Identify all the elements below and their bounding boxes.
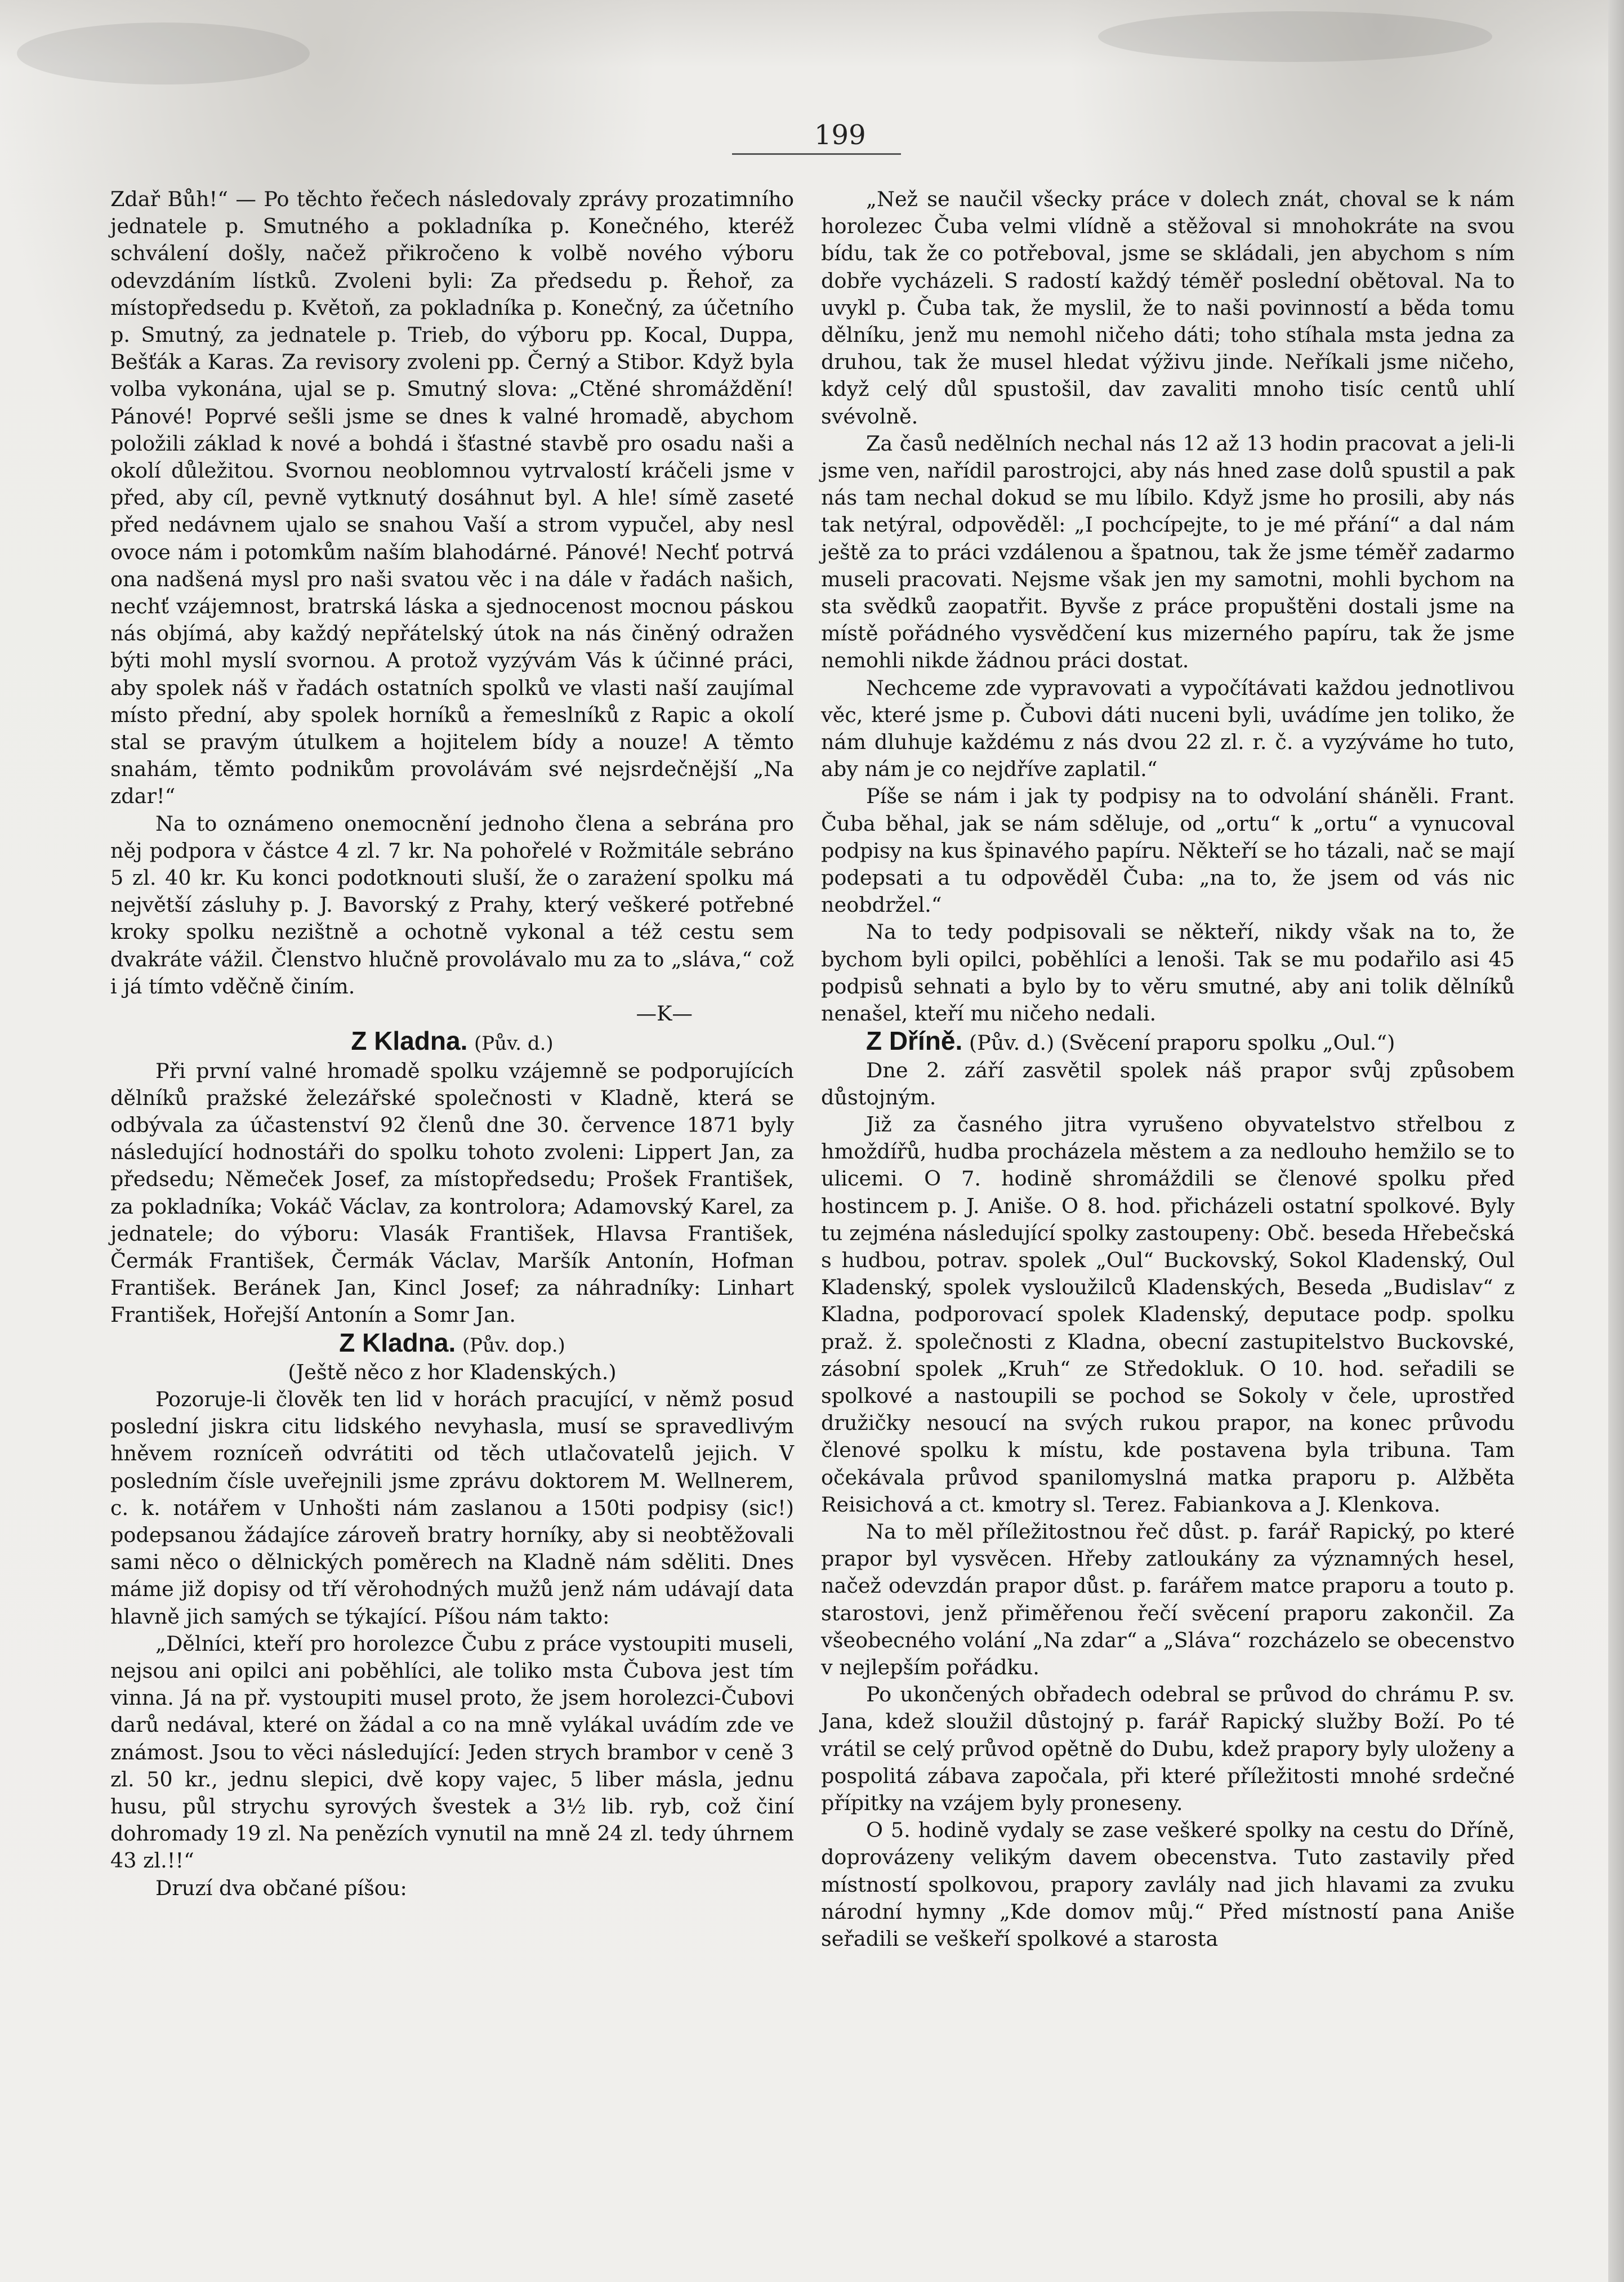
left-column	[110, 186, 794, 1902]
paragraph: Dne 2. září zasvětil spolek náš prapor svůj způsobem důstojným.	[821, 1058, 1515, 1109]
scan-smudge	[1098, 11, 1492, 62]
page-edge	[1608, 0, 1624, 2282]
paragraph: Za časů nedělních nechal nás 12 až 13 hodin pracovat a jeli-li jsme ven, nařídil parostrojci, aby nás hned zase dolů spustil a pak nás tam nechal dokud se mu líbilo. Když jsme ho prosili, aby nás tak netýral, odpověděl: „I pochcípejte, to je mé přání“ a dal nám ještě za to práci vzdálenou a špatnou, tak že jsme téměř zadarmo museli pracovati. Nejsme však jen my samotni, mohli bychom na sta svědků zaopatřit. Byvše z práce propuštěni dostali jsme na místě pořádného vysvědčení kus mizerného papíru, tak že jsme nemohli nikde žádnou práci dostat.	[821, 431, 1515, 673]
section-heading	[110, 1027, 794, 1057]
paragraph: Druzí dva občané píšou:	[155, 1875, 407, 1900]
paragraph: Na to oznámeno onemocnění jednoho člena a sebrána pro něj podpora v částce 4 zl. 7 kr. Na pohořelé v Rožmitále sebráno 5 zl. 40 kr. Ku konci podotknouti sluší, že o zarażení spolku má největší zásluhy p. J. Bavorský z Prahy, který veškeré potřebné kroky spolku nezištně a ochotně vykonal a též cestu sem dvakráte vážil. Členstvo hlučně provolávalo mu za to „sláva,“ což i já tímto vděčně činím.	[110, 811, 794, 999]
section-heading	[110, 1329, 794, 1359]
paragraph: Pozoruje-li člověk ten lid v horách pracující, v němž posud poslední jiskra citu lidského nevyhasla, musí se spravedlivým hněvem rozníceň odvrátiti od těch utlačovatelů jejich. V posledním čísle uveřejnili jsme zprávu doktorem M. Wellnerem, c. k. notářem v Unhošti nám zaslanou a 150ti podpisy (sic!) podepsanou žádajíce zároveň bratry horníky, aby si neobtěžovali sami něco o dělnických poměrech na Kladně nám sděliti. Dnes máme již dopisy od tří věrohodných mužů jenž nám udávají data hlavně jich samých se týkající. Píšou nám takto:	[110, 1387, 794, 1629]
heading-note: (Pův. dop.)	[462, 1334, 565, 1357]
paragraph: Na to tedy podpisovali se někteří, nikdy však na to, že bychom byli opilci, poběhlíci a lenoši. Tak se mu podařilo asi 45 podpisů sehnati a bylo by to věru smutné, aby ani tolik dělníků nenašel, kteří mu ničeho nedali.	[821, 920, 1515, 1026]
paragraph: „Než se naučil všecky práce v dolech znát, choval se k nám horolezec Čuba velmi vlídně a stěžoval si mnohokráte na svou bídu, tak že co potřeboval, jsme se skládali, jen abychom s ním dobře vycházeli. S radostí každý téměř poslední obětoval. Na to uvykl p. Čuba tak, že myslil, že to naši povinností a běda tomu dělníku, jenž mu nemohl ničeho dáti; toho stíhala msta jedna za druhou, tak že musel hledat výživu jinde. Neříkali jsme ničeho, když celý důl spustošil, dav zavaliti mnoho tisíc centů uhlí svévolně.	[821, 187, 1515, 429]
section-heading	[821, 1027, 1515, 1057]
paragraph: Zdař Bůh!“ — Po těchto řečech následovaly zprávy prozatimního jednatele p. Smutného a pokladníka p. Konečného, kteréž schválení došly, načež přikročeno k volbě nového výboru odevzdáním lístků. Zvoleni byli: Za předsedu p. Řehoř, za místopředsedu p. Květoň, za pokladníka p. Konečný, za účetního p. Smutný, za jednatele p. Trieb, do výboru pp. Kocal, Duppa, Bešťák a Karas. Za revisory zvoleni pp. Černý a Stibor. Když byla volba vykonána, ujal se p. Smutný slova: „Ctěné shromáždění! Pánové! Poprvé sešli jsme se dnes k valné hromadě, abychom položili základ k nové a bohdá i šťastné stavbě pro osadu naši a okolí důležitou. Svornou neoblomnou vytrvalostí kráčeli jsme v před, aby cíl, pevně vytknutý dosáhnut byl. A hle! símě zaseté před nedávnem ujalo se snahou Vaší a strom vypučel, aby nesl ovoce nám i potomkům naším blahodárné. Pánové! Nechť potrvá ona nadšená mysl pro naši svatou věc i na dále v řadách našich, nechť vzájemnost, bratrská láska a sjednocenost mocnou páskou nás objímá, aby každý nepřátelský útok na nás činěný odražen býti mohl myslí svornou. A protož vyzývám Vás k účinné práci, aby spolek náš v řadách ostatních spolků ve vlasti naší zaujímal místo přední, aby spolek horníků a řemeslníků z Rapic a okolí stal se pravým útulkem a hojitelem bídy a nouze! A těmto snahám, těmto podnikům provolávám své nejsrdečnější „Na zdar!“	[110, 187, 794, 809]
paragraph: Nechceme zde vypravovati a vypočítávati každou jednotlivou věc, které jsme p. Čubovi dáti nuceni byli, uvádíme jen toliko, že nám dluhuje každému z nás dvou 22 zl. r. č. a vyzýváme ho tuto, aby nám je co nejdříve zaplatil.“	[821, 675, 1515, 782]
paragraph: Po ukončených obřadech odebral se průvod do chrámu P. sv. Jana, kdež sloužil důstojný p. farář Rapický služby Boží. Po té vrátil se celý průvod opětně do Dubu, kdež prapory byly uloženy a pospolitá zábava započala, při které příležitosti mnohé srdečné přípitky na vzájem byly proneseny.	[821, 1682, 1515, 1815]
section-subheading: (Ještě něco z hor Kladenských.)	[288, 1360, 617, 1384]
paragraph: O 5. hodině vydaly se zase veškeré spolky na cestu do Dříně, doprovázeny velikým davem obecenstva. Tuto zastavily před místností spolkovou, prapory zavlály nad jich hlavami za zvuku národní hymny „Kde domov můj.“ Před místností pana Aniše seřadili se veškeří spolkové a starosta	[821, 1818, 1515, 1951]
signature: —K—	[636, 1001, 693, 1026]
header-rule	[732, 153, 901, 155]
scan-smudge	[17, 23, 310, 84]
heading-note: (Pův. d.)	[474, 1032, 554, 1055]
heading-note: (Pův. d.) (Svěcení praporu spolku „Oul.“)	[969, 1031, 1395, 1055]
paragraph: Na to měl příležitostnou řeč důst. p. farář Rapický, po které prapor byl vysvěcen. Hřeby zatloukány za významných hesel, načež odevzdán prapor důst. p. farářem matce praporu a touto p. starostovi, jenž přiměřenou řečí svěcení praporu zakončil. Za všeobecného volání „Na zdar“ a „Sláva“ rozcházelo se obecenstvo v nejlepším pořádku.	[821, 1519, 1515, 1679]
paragraph: Již za časného jitra vyrušeno obyvatelstvo střelbou z hmoždířů, hudba procházela městem a za nedlouho hemžilo se to ulicemi. O 7. hodině shromáždili se členové spolku před hostincem p. J. Aniše. O 8. hod. přicházeli ostatní spolkové. Byly tu zejména následující spolky zastoupeny: Obč. beseda Hřebečská s hudbou, potrav. spolek „Oul“ Buckovský, Sokol Kladenský, Oul Kladenský, spolek vysloužilců Kladenských, Beseda „Budislav“ z Kladna, podporovací spolek Kladenský, deputace podp. spolku praž. ž. společnosti z Kladna, obecní zastupitelstvo Buckovské, zásobní spolek „Kruh“ ze Středokluk. O 10. hod. seřadili se spolkové a nastoupili se pochod se Sokoly v čele, uprostřed družičky nesoucí na svých rukou prapor, na konec průvodu členové spolku k místu, kde postavena byla tribuna. Tam očekávala průvod spanilomyslná matka praporu p. Alžběta Reisichová a ct. kmotry sl. Terez. Fabiankova a J. Klenkova.	[821, 1112, 1515, 1517]
right-column	[821, 186, 1515, 1953]
paragraph: Při první valné hromadě spolku vzájemně se podporujících dělníků pražské železářské společnosti v Kladně, která se odbývala za účastenství 92 členů dne 30. července 1871 byly následující hodnostáři do spolku tohoto zvoleni: Lippert Jan, za předsedu; Němeček Josef, za místopředsedu; Prošek František, za pokladníka; Vokáč Václav, za kontrolora; Adamovský Karel, za jednatele; do výboru: Vlasák František, Hlavsa František, Čermák František, Čermák Václav, Maršík Antonín, Hofman František. Beránek Jan, Kincl Josef; za náhradníky: Linhart František, Hořejší Antonín a Somr Jan.	[110, 1058, 794, 1327]
page-number: 199	[814, 119, 866, 151]
heading-title: Z Dříně.	[866, 1026, 963, 1056]
heading-title: Z Kladna.	[351, 1026, 468, 1056]
paragraph: Píše se nám i jak ty podpisy na to odvolání sháněli. Frant. Čuba běhal, jak se nám sděluje, od „ortu“ k „ortu“ a vynucoval podpisy na kus špinavého papíru. Někteří se ho tázali, nač se mají podepsati a tu odpověděl Čuba: „na to, že jsem od vás nic neobdržel.“	[821, 784, 1515, 917]
heading-title: Z Kladna.	[339, 1327, 456, 1357]
paragraph: „Dělníci, kteří pro horolezce Čubu z práce vystoupiti museli, nejsou ani opilci ani poběhlíci, ale toliko msta Čubova jest tím vinna. Já na př. vystoupiti musel proto, že jsem horolezci-Čubovi darů nedával, které on žádal a co na mně vylákal uvádím zde ve známost. Jsou to věci následující: Jeden strych brambor v ceně 3 zl. 50 kr., jednu slepici, dvě kopy vajec, 5 liber másla, jednu husu, půl strychu syrových švestek a 3½ lib. ryb, což činí dohromady 19 zl. Na penězích vynutil na mně 24 zl. tedy úhrnem 43 zl.!!“	[110, 1631, 794, 1873]
